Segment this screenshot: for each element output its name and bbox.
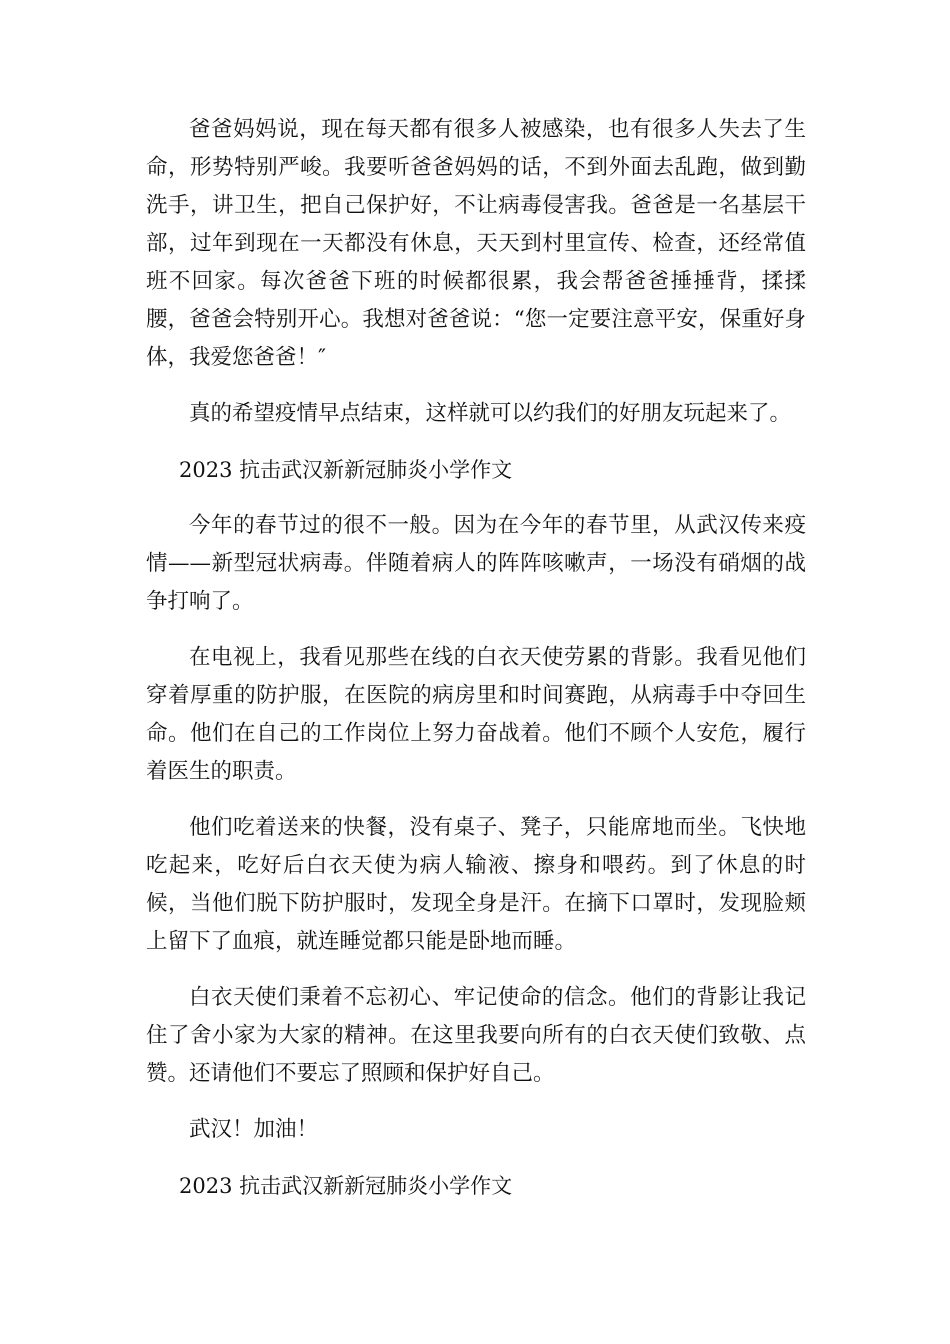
- paragraph-tv-doctors: 在电视上，我看见那些在线的白衣天使劳累的背影。我看见他们穿着厚重的防护服，在医院的病房里和时间赛跑，从病毒手中夺回生命。他们在自己的工作岗位上努力奋战着。他们不顾个人安危，履行着医生的职责。: [146, 645, 806, 784]
- document-body: [146, 111, 806, 1223]
- paragraph-cheer: 武汉！加油！: [189, 1117, 319, 1142]
- essay-title-next: 2023 抗击武汉新新冠肺炎小学作文: [179, 1174, 513, 1198]
- paragraph-tribute: 白衣天使们秉着不忘初心、牢记使命的信念。他们的背影让我记住了舍小家为大家的精神。在这里我要向所有的白衣天使们致敬、点赞。还请他们不要忘了照顾和保护好自己。: [146, 985, 806, 1086]
- paragraph-parents-advice: 爸爸妈妈说，现在每天都有很多人被感染，也有很多人失去了生命，形势特别严峻。我要听爸爸妈妈的话，不到外面去乱跑，做到勤洗手，讲卫生，把自己保护好，不让病毒侵害我。爸爸是一名基层干部，过年到现在一天都没有休息，天天到村里宣传、检查，还经常值班不回家。每次爸爸下班的时候都很累，我会帮爸爸捶捶背，揉揉腰，爸爸会特别开心。我想对爸爸说：“您一定要注意平安，保重好身体，我爱您爸爸！″: [146, 117, 806, 370]
- paragraph-hope: 真的希望疫情早点结束，这样就可以约我们的好朋友玩起来了。: [189, 401, 792, 426]
- paragraph-spring-festival: 今年的春节过的很不一般。因为在今年的春节里，从武汉传来疫情——新型冠状病毒。伴随着病人的阵阵咳嗽声，一场没有硝烟的战争打响了。: [146, 513, 806, 614]
- paragraph-meals-rest: 他们吃着送来的快餐，没有桌子、凳子，只能席地而坐。飞快地吃起来，吃好后白衣天使为病人输液、擦身和喂药。到了休息的时候，当他们脱下防护服时，发现全身是汗。在摘下口罩时，发现脸颊上留下了血痕，就连睡觉都只能是卧地而睡。: [146, 815, 806, 954]
- essay-title: 2023 抗击武汉新新冠肺炎小学作文: [179, 458, 513, 482]
